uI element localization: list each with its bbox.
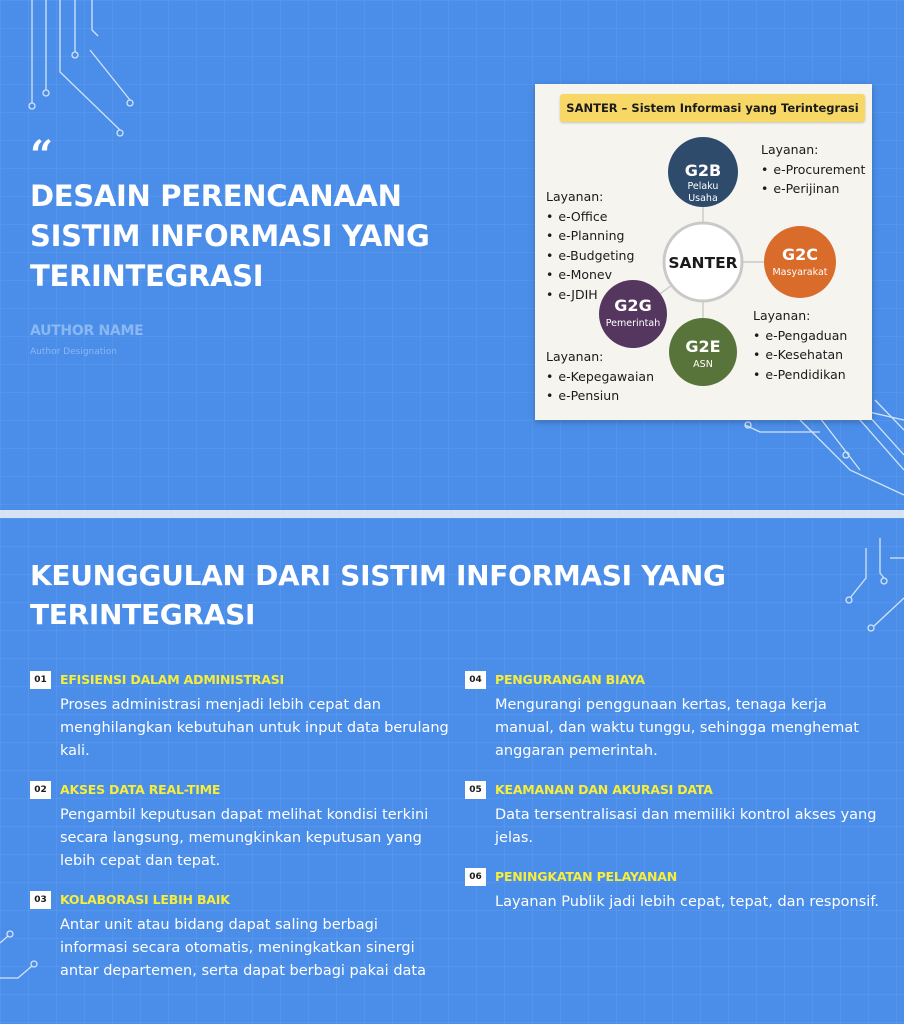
slide-title: DESAIN PERENCANAAN SISTIM INFORMASI YANG TERINTEGRASI xyxy=(30,179,430,293)
layanan-g2c xyxy=(753,306,847,384)
layanan-g2e-label: Layanan: xyxy=(546,349,604,364)
benefit-heading: PENGURANGAN BIAYA xyxy=(495,672,645,687)
layanan-item: • e-Pensiun xyxy=(546,386,654,406)
layanan-g2e xyxy=(546,347,654,406)
benefit-number: 04 xyxy=(465,671,486,689)
benefit-description: Layanan Publik jadi lebih cepat, tepat, dan responsif. xyxy=(495,894,879,910)
layanan-item: • e-Kesehatan xyxy=(753,345,847,365)
layanan-g2b xyxy=(761,140,865,199)
node-g2b-code: G2B xyxy=(684,161,722,180)
node-g2c-code: G2C xyxy=(781,245,819,264)
node-g2e xyxy=(669,318,737,386)
node-g2e-code: G2E xyxy=(685,337,721,356)
layanan-g2g-office xyxy=(546,187,634,304)
node-g2g-code: G2G xyxy=(614,296,652,315)
benefit-description: Antar unit atau bidang dapat saling berbagi informasi secara otomatis, meningkatkan sinergi antar departemen, serta dapat berbagi pakai data xyxy=(60,917,426,979)
benefit-number: 05 xyxy=(465,781,486,799)
layanan-item: • e-Planning xyxy=(546,226,634,246)
benefit-number: 03 xyxy=(30,891,51,909)
node-g2c xyxy=(764,226,836,298)
benefit-heading: AKSES DATA REAL-TIME xyxy=(60,782,221,797)
benefit-heading: KOLABORASI LEBIH BAIK xyxy=(60,892,230,907)
benefits-slide xyxy=(0,518,904,1024)
layanan-item: • e-Kepegawaian xyxy=(546,367,654,387)
node-g2g-sub-line1: Pemerintah xyxy=(605,318,661,329)
diagram-title: SANTER – Sistem Informasi yang Terintegrasi xyxy=(560,94,865,122)
node-g2b-sub-line2: Usaha xyxy=(688,193,718,204)
benefits-title: KEUNGGULAN DARI SISTIM INFORMASI YANG TERINTEGRASI xyxy=(30,559,726,631)
author-designation: Author Designation xyxy=(30,347,117,357)
benefit-heading: PENINGKATAN PELAYANAN xyxy=(495,869,678,884)
layanan-item: • e-Perijinan xyxy=(761,179,865,199)
node-g2b-sub-line1: Pelaku xyxy=(687,181,719,192)
layanan-item: • e-Office xyxy=(546,207,634,227)
benefit-number: 06 xyxy=(465,868,486,886)
benefit-description: Data tersentralisasi dan memiliki kontrol akses yang jelas. xyxy=(495,807,877,846)
benefit-description: Pengambil keputusan dapat melihat kondisi terkini secara langsung, memungkinkan keputusan yang lebih cepat dan tepat. xyxy=(60,807,429,869)
benefit-description: Mengurangi penggunaan kertas, tenaga kerja manual, dan waktu tunggu, sehingga menghemat anggaran pemerintah. xyxy=(495,697,859,759)
quote-icon: “ xyxy=(30,132,54,179)
benefit-heading: KEAMANAN DAN AKURASI DATA xyxy=(495,782,713,797)
benefit-number: 02 xyxy=(30,781,51,799)
layanan-item: • e-Pendidikan xyxy=(753,365,847,385)
layanan-g2c-label: Layanan: xyxy=(753,308,811,323)
node-g2c-sub-line1: Masyarakat xyxy=(772,267,828,278)
layanan-item: • e-Budgeting xyxy=(546,246,634,266)
benefit-heading: EFISIENSI DALAM ADMINISTRASI xyxy=(60,672,285,687)
layanan-item: • e-JDIH xyxy=(546,285,634,305)
layanan-item: • e-Procurement xyxy=(761,160,865,180)
layanan-item: • e-Pengaduan xyxy=(753,326,847,346)
santer-center-label: SANTER xyxy=(668,254,738,272)
layanan-g2b-label: Layanan: xyxy=(761,142,819,157)
santer-diagram xyxy=(535,84,872,420)
title-slide xyxy=(0,0,904,510)
layanan-office-label: Layanan: xyxy=(546,189,604,204)
benefit-description: Proses administrasi menjadi lebih cepat dan menghilangkan kebutuhan untuk input data berulang kali. xyxy=(60,697,449,759)
author-name: AUTHOR NAME xyxy=(30,323,144,339)
slide-divider xyxy=(0,510,904,518)
layanan-item: • e-Monev xyxy=(546,265,634,285)
benefit-number: 01 xyxy=(30,671,51,689)
node-g2b xyxy=(668,137,738,207)
node-g2e-sub-line1: ASN xyxy=(693,359,713,370)
